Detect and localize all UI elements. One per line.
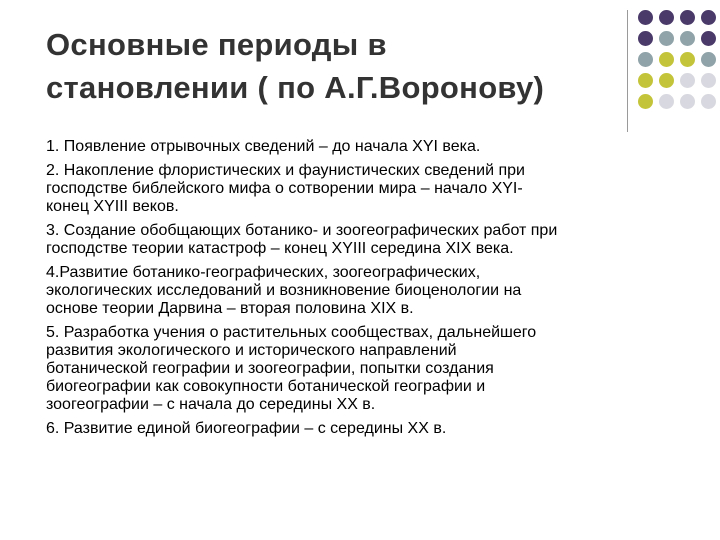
period-line: ботанической географии и зоогеографии, попытки создания — [46, 360, 494, 377]
decorative-dot — [638, 31, 653, 46]
period-line: господстве теории катастроф – конец XYIII середина XIX века. — [46, 240, 514, 257]
period-line: биогеографии как совокупности ботанической географии и — [46, 378, 486, 395]
decorative-dot — [638, 94, 653, 109]
decorative-dot — [701, 52, 716, 67]
periods-list — [46, 138, 666, 444]
period-line: экологических исследований и возникновение биоценологии на — [46, 282, 522, 299]
decorative-dot — [680, 31, 695, 46]
decorative-dot — [680, 10, 695, 25]
decorative-dot — [680, 52, 695, 67]
vertical-divider — [627, 10, 628, 132]
title-line: становлении ( по А.Г.Воронову) — [46, 69, 545, 105]
title-line: Основные периоды в — [46, 27, 387, 62]
period-line: основе теории Дарвина – вторая половина XIX в. — [46, 300, 414, 317]
decorative-dot — [680, 94, 695, 109]
period-line: 2. Накопление флористических и фаунистических сведений при — [46, 162, 525, 179]
period-line: зоогеографии – с начала до середины XX в. — [46, 396, 376, 413]
period-line: господстве библейского мифа о сотворении мира – начало XYI- — [46, 180, 523, 197]
decorative-dot — [680, 73, 695, 88]
decorative-dot — [638, 73, 653, 88]
period-item-3 — [46, 222, 666, 258]
decorative-dot — [638, 52, 653, 67]
decorative-dot — [701, 94, 716, 109]
period-item-4 — [46, 264, 666, 318]
slide-title — [46, 24, 606, 110]
period-line: 4.Развитие ботанико-географических, зоогеографических, — [46, 264, 481, 281]
decorative-dot — [701, 10, 716, 25]
decorative-dot — [701, 73, 716, 88]
decorative-dot — [638, 10, 653, 25]
period-line: 5. Разработка учения о растительных сообществах, дальнейшего — [46, 324, 537, 341]
dot-grid-decoration — [638, 10, 716, 109]
period-item-2 — [46, 162, 666, 216]
decorative-dot — [701, 31, 716, 46]
decorative-dot — [659, 73, 674, 88]
period-line: развития экологического и исторического направлений — [46, 342, 457, 359]
period-item-6 — [46, 420, 666, 438]
period-line: 1. Появление отрывочных сведений – до начала XYI века. — [46, 138, 481, 155]
decorative-dot — [659, 94, 674, 109]
period-line: конец XYIII веков. — [46, 198, 179, 215]
period-line: 3. Создание обобщающих ботанико- и зоогеографических работ при — [46, 222, 558, 239]
period-item-5 — [46, 324, 666, 414]
period-line: 6. Развитие единой биогеографии – с середины XX в. — [46, 420, 447, 437]
decorative-dot — [659, 52, 674, 67]
decorative-dot — [659, 31, 674, 46]
period-item-1 — [46, 138, 666, 156]
decorative-dot — [659, 10, 674, 25]
